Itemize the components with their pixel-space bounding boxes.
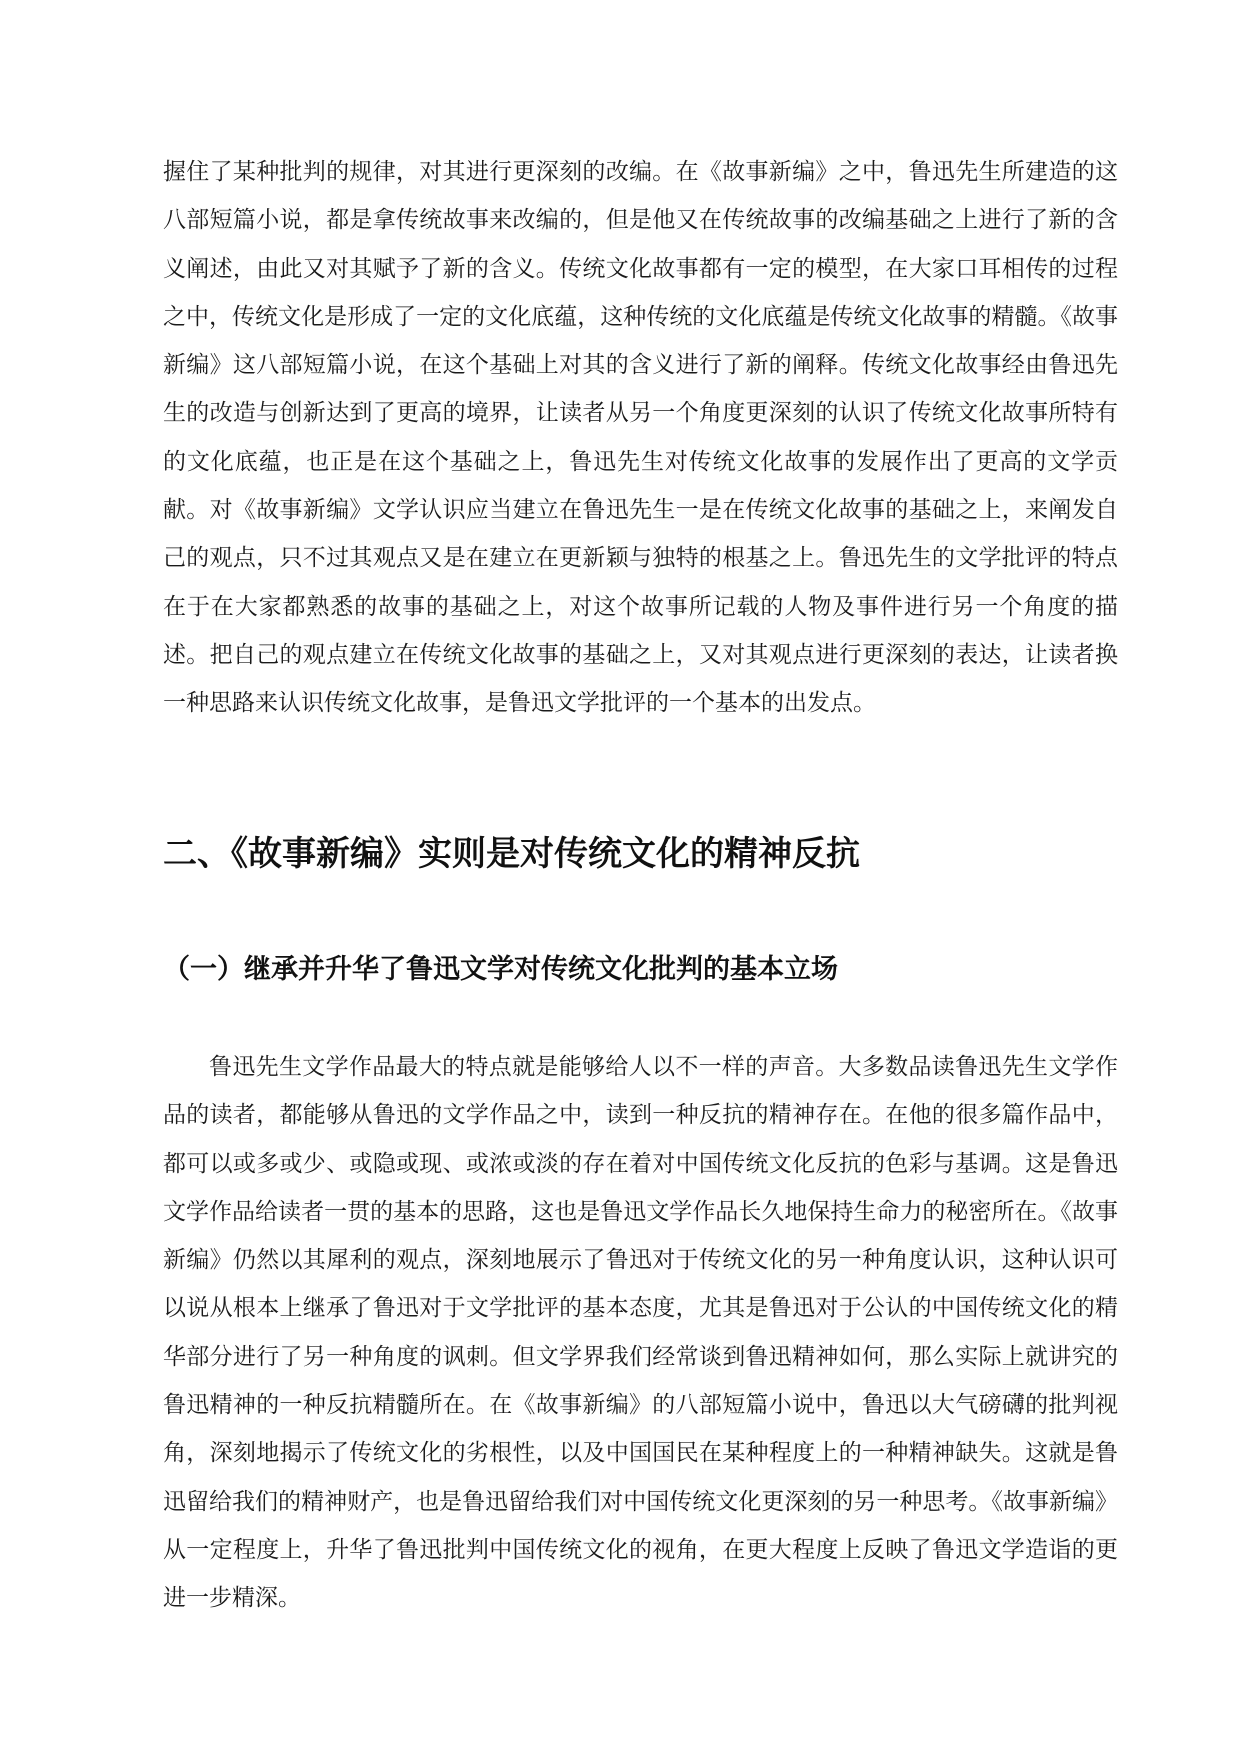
body-paragraph-1: 握住了某种批判的规律，对其进行更深刻的改编。在《故事新编》之中，鲁迅先生所建造的这八部短篇小说，都是拿传统故事来改编的，但是他又在传统故事的改编基础之上进行了新的含义阐述，由此又对其赋予了新的含义。传统文化故事都有一定的模型，在大家口耳相传的过程之中，传统文化是形成了一定的文化底蕴，这种传统的文化底蕴是传统文化故事的精髓。《故事新编》这八部短篇小说，在这个基础上对其的含义进行了新的阐释。传统文化故事经由鲁迅先生的改造与创新达到了更高的境界，让读者从另一个角度更深刻的认识了传统文化故事所特有的文化底蕴，也正是在这个基础之上，鲁迅先生对传统文化故事的发展作出了更高的文学贡献。对《故事新编》文学认识应当建立在鲁迅先生一是在传统文化故事的基础之上，来阐发自己的观点，只不过其观点又是在建立在更新颖与独特的根基之上。鲁迅先生的文学批评的特点在于在大家都熟悉的故事的基础之上，对这个故事所记载的人物及事件进行另一个角度的描述。把自己的观点建立在传统文化故事的基础之上，又对其观点进行更深刻的表达，让读者换一种思路来认识传统文化故事，是鲁迅文学批评的一个基本的出发点。 [163,159,1118,717]
subsection-heading: （一）继承并升华了鲁迅文学对传统文化批判的基本立场 [163,954,838,985]
body-paragraph-2: 鲁迅先生文学作品最大的特点就是能够给人以不一样的声音。大多数品读鲁迅先生文学作品的读者，都能够从鲁迅的文学作品之中，读到一种反抗的精神存在。在他的很多篇作品中，都可以或多或少、或隐或现、或浓或淡的存在着对中国传统文化反抗的色彩与基调。这是鲁迅文学作品给读者一贯的基本的思路，这也是鲁迅文学作品长久地保持生命力的秘密所在。《故事新编》仍然以其犀利的观点，深刻地展示了鲁迅对于传统文化的另一种角度认识，这种认识可以说从根本上继承了鲁迅对于文学批评的基本态度，尤其是鲁迅对于公认的中国传统文化的精华部分进行了另一种角度的讽刺。但文学界我们经常谈到鲁迅精神如何，那么实际上就讲究的鲁迅精神的一种反抗精髓所在。在《故事新编》的八部短篇小说中，鲁迅以大气磅礴的批判视角，深刻地揭示了传统文化的劣根性，以及中国国民在某种程度上的一种精神缺失。这就是鲁迅留给我们的精神财产，也是鲁迅留给我们对中国传统文化更深刻的另一种思考。《故事新编》从一定程度上，升华了鲁迅批判中国传统文化的视角，在更大程度上反映了鲁迅文学造诣的更进一步精深。 [163,1054,1118,1612]
section-heading: 二、《故事新编》实则是对传统文化的精神反抗 [163,834,860,874]
